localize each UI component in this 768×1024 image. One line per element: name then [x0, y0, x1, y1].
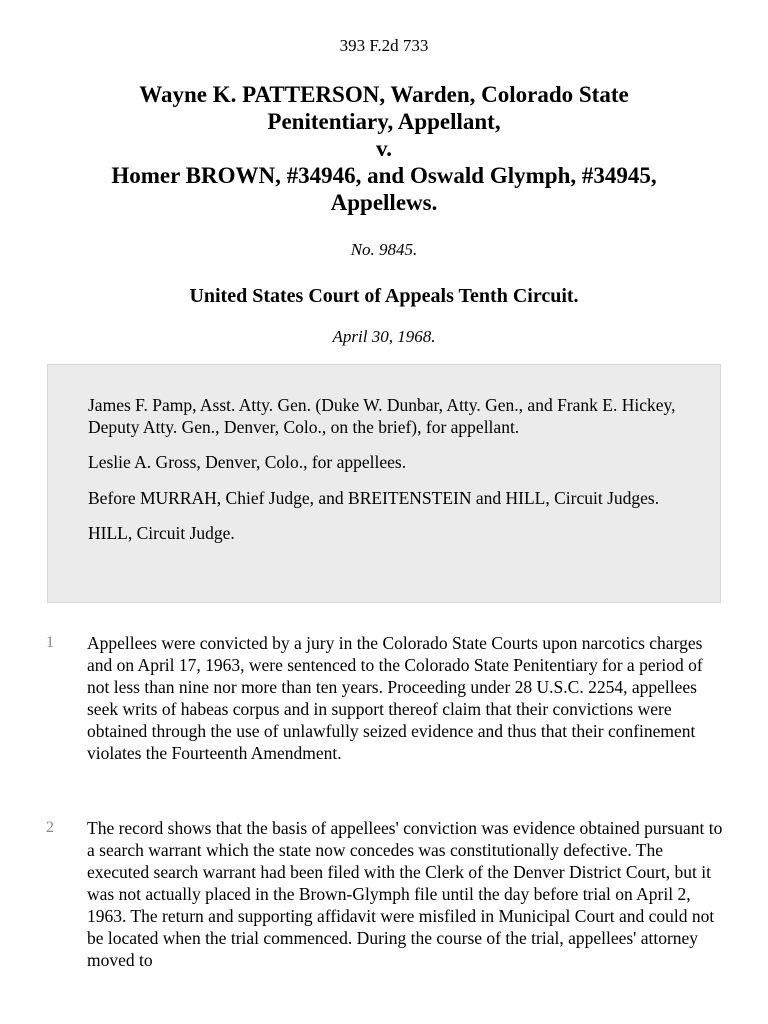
appellant-caption: Wayne K. PATTERSON, Warden, Colorado State Penitentiary, Appellant, — [139, 82, 629, 134]
appellee-caption: Homer BROWN, #34946, and Oswald Glymph, #34945, Appellews. — [111, 163, 657, 215]
counsel-panel — [47, 364, 721, 603]
case-citation: 393 F.2d 733 — [339, 36, 429, 55]
court-name: United States Court of Appeals Tenth Circuit. — [189, 285, 579, 307]
docket-number: No. 9845. — [350, 240, 418, 259]
paragraph-number: 1 — [46, 634, 54, 651]
judges-panel: Before MURRAH, Chief Judge, and BREITENSTEIN and HILL, Circuit Judges. — [88, 487, 660, 508]
paragraph-text: Appellees were convicted by a jury in the Colorado State Courts upon narcotics charges and on April 17, 1963, were sentenced to the Colorado State Penitentiary for a period of not less than nine nor more than ten years. Proceeding under 28 U.S.C. 2254, appellees seek writs of habeas corpus and in support thereof claim that their convictions were obtained through the use of unlawfully seized evidence and thus that their confinement violates the Fourteenth Amendment. — [87, 633, 703, 763]
versus-label: v. — [376, 136, 392, 161]
counsel-appellant: James F. Pamp, Asst. Atty. Gen. (Duke W. Dunbar, Atty. Gen., and Frank E. Hickey, Deputy Atty. Gen., Denver, Colo., on the brief), for appellant. — [88, 395, 676, 437]
counsel-appellees: Leslie A. Gross, Denver, Colo., for appellees. — [88, 452, 407, 472]
opinion-author: HILL, Circuit Judge. — [88, 523, 235, 543]
case-caption — [90, 81, 678, 216]
paragraph-number: 2 — [46, 819, 54, 836]
paragraph-text: The record shows that the basis of appellees' conviction was evidence obtained pursuant to a search warrant which the state now concedes was constitutionally defective. The executed search warrant had been filed with the Clerk of the Denver District Court, but it was not actually placed in the Brown-Glymph file until the day before trial on April 2, 1963. The return and supporting affidavit were misfiled in Municipal Court and could not be located when the trial commenced. During the course of the trial, appellees' attorney moved to — [87, 818, 723, 970]
decision-date: April 30, 1968. — [332, 327, 436, 346]
